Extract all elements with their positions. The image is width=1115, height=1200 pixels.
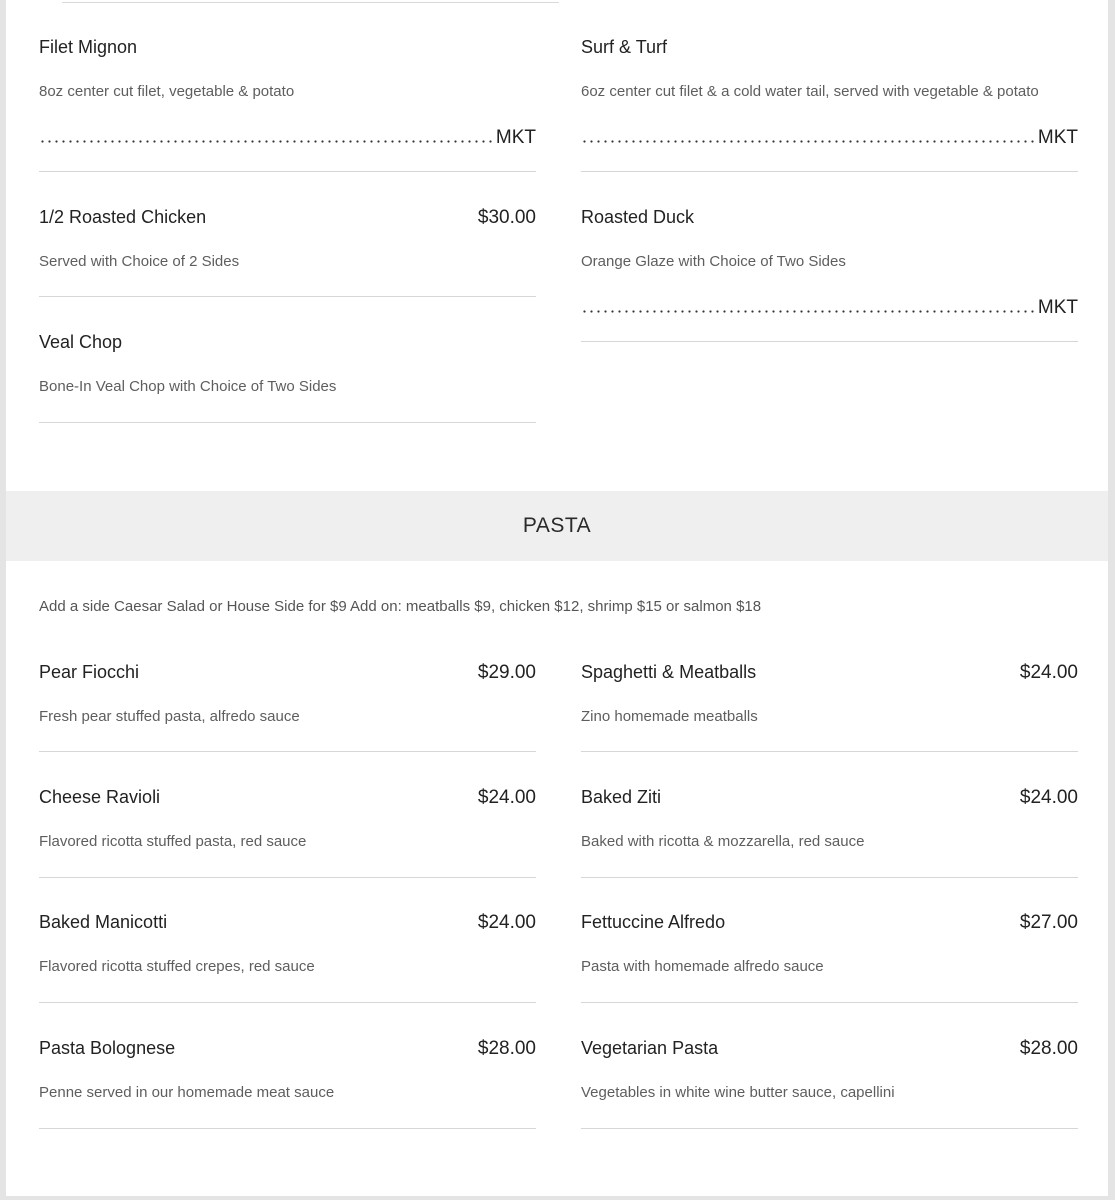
menu-item-description: Bone-In Veal Chop with Choice of Two Sides <box>39 378 337 395</box>
menu-item-description: 8oz center cut filet, vegetable & potato <box>39 83 295 100</box>
menu-item-name: Veal Chop <box>39 332 123 352</box>
menu-item-header <box>39 332 536 353</box>
item-divider <box>39 171 536 172</box>
menu-item-price: $27.00 <box>1019 912 1078 933</box>
menu-item-price: $30.00 <box>477 207 536 228</box>
menu-item-description: Zino homemade meatballs <box>581 708 758 725</box>
menu-item-name: Surf & Turf <box>581 37 668 57</box>
menu-item-header <box>581 787 1078 809</box>
menu-item-name: Cheese Ravioli <box>39 787 161 807</box>
menu-item-description: Fresh pear stuffed pasta, alfredo sauce <box>39 708 300 725</box>
item-divider <box>581 171 1078 172</box>
menu-item-price: $24.00 <box>477 912 536 933</box>
menu-item-name: Spaghetti & Meatballs <box>581 662 757 682</box>
leader-dots <box>39 129 495 143</box>
price-leader <box>39 127 536 149</box>
section-header-pasta <box>6 491 1108 561</box>
menu-item-header <box>581 912 1078 934</box>
item-divider <box>581 751 1078 752</box>
price-leader <box>581 297 1078 319</box>
menu-item-description: Served with Choice of 2 Sides <box>39 253 240 270</box>
item-divider <box>39 1128 536 1129</box>
leader-dots <box>581 129 1037 143</box>
menu-item-description: Vegetables in white wine butter sauce, capellini <box>581 1084 895 1101</box>
menu-item-header <box>581 207 1078 228</box>
item-divider <box>39 1002 536 1003</box>
leader-dots <box>581 299 1037 313</box>
menu-item-description: Penne served in our homemade meat sauce <box>39 1084 335 1101</box>
item-divider <box>39 296 536 297</box>
section-title: PASTA <box>522 514 592 537</box>
menu-item-description: Baked with ricotta & mozzarella, red sauce <box>581 833 865 850</box>
item-divider <box>581 341 1078 342</box>
menu-item-price: $24.00 <box>477 787 536 808</box>
menu-item-header <box>39 37 536 58</box>
item-divider <box>39 422 536 423</box>
item-divider <box>581 1002 1078 1003</box>
menu-item-header <box>39 662 536 684</box>
item-divider <box>581 877 1078 878</box>
menu-item-name: Roasted Duck <box>581 207 695 227</box>
item-divider <box>39 877 536 878</box>
menu-page <box>6 0 1108 1196</box>
menu-item-description: Orange Glaze with Choice of Two Sides <box>581 253 846 270</box>
menu-item-name: 1/2 Roasted Chicken <box>39 207 207 227</box>
menu-item-name: Fettuccine Alfredo <box>581 912 726 932</box>
menu-item-description: Pasta with homemade alfredo sauce <box>581 958 824 975</box>
price-leader <box>581 127 1078 149</box>
menu-item-header <box>581 37 1078 58</box>
menu-item-price: $28.00 <box>1019 1038 1078 1059</box>
menu-item-name: Pear Fiocchi <box>39 662 140 682</box>
item-divider <box>581 1128 1078 1129</box>
menu-item-header <box>39 787 536 809</box>
market-price: MKT <box>1037 127 1078 148</box>
menu-item-description: 6oz center cut filet & a cold water tail, served with vegetable & potato <box>581 83 1039 100</box>
menu-item-header <box>581 1038 1078 1060</box>
divider <box>62 2 559 3</box>
menu-item-header <box>39 912 536 934</box>
menu-item-price: $29.00 <box>477 662 536 683</box>
menu-item-price: $28.00 <box>477 1038 536 1059</box>
menu-item-name: Baked Manicotti <box>39 912 168 932</box>
menu-item-name: Pasta Bolognese <box>39 1038 176 1058</box>
menu-item-description: Flavored ricotta stuffed crepes, red sauce <box>39 958 315 975</box>
market-price: MKT <box>1037 297 1078 318</box>
menu-item-name: Baked Ziti <box>581 787 662 807</box>
menu-item-description: Flavored ricotta stuffed pasta, red sauce <box>39 833 307 850</box>
menu-item-price: $24.00 <box>1019 662 1078 683</box>
menu-item-price: $24.00 <box>1019 787 1078 808</box>
section-note: Add a side Caesar Salad or House Side for $9 Add on: meatballs $9, chicken $12, shrimp $15 or salmon $18 <box>39 598 762 615</box>
menu-item-name: Filet Mignon <box>39 37 138 57</box>
market-price: MKT <box>495 127 536 148</box>
menu-item-header <box>39 207 536 229</box>
menu-item-header <box>581 662 1078 684</box>
menu-item-name: Vegetarian Pasta <box>581 1038 719 1058</box>
item-divider <box>39 751 536 752</box>
menu-item-header <box>39 1038 536 1060</box>
